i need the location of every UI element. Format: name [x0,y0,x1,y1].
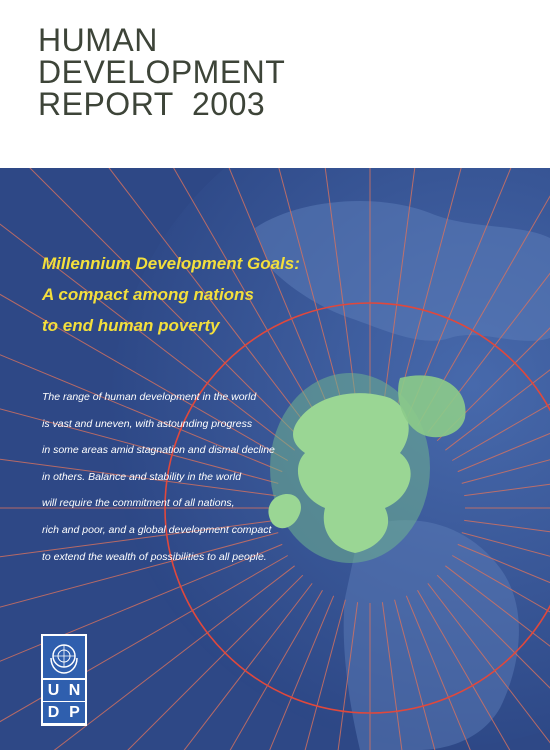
logo-letter-d: D [43,702,64,723]
headline-line-2: A compact among nations [42,285,254,304]
logo-letter-u: U [43,680,64,701]
headline [42,248,300,341]
blurb-line-6: rich and poor, and a global development compact [42,523,272,536]
headline-line-3: to end human poverty [42,316,220,335]
blurb-line-4: in others. Balance and stability in the world [42,470,242,483]
blurb-line-5: will require the commitment of all nations, [42,497,235,510]
logo-letter-n: N [64,680,85,701]
blurb-line-7: to extend the wealth of possibilities to all people. [42,550,267,563]
blurb-line-3: in some areas amid stagnation and dismal decline [42,444,275,457]
blurb-line-2: is vast and uneven, with astounding progress [42,417,253,430]
title-line-2: DEVELOPMENT [38,54,286,90]
un-emblem-icon [43,636,85,678]
title-line-3: REPORT 2003 [38,86,266,122]
undp-logo [41,634,87,726]
title-line-1: HUMAN [38,22,158,58]
blurb-line-1: The range of human development in the world [42,391,257,403]
cover-artwork [0,168,550,750]
report-title [38,24,285,120]
cover-header [0,0,550,168]
headline-line-1: Millennium Development Goals: [42,254,300,273]
logo-letter-p: P [64,702,85,723]
cover-blurb [42,384,372,570]
